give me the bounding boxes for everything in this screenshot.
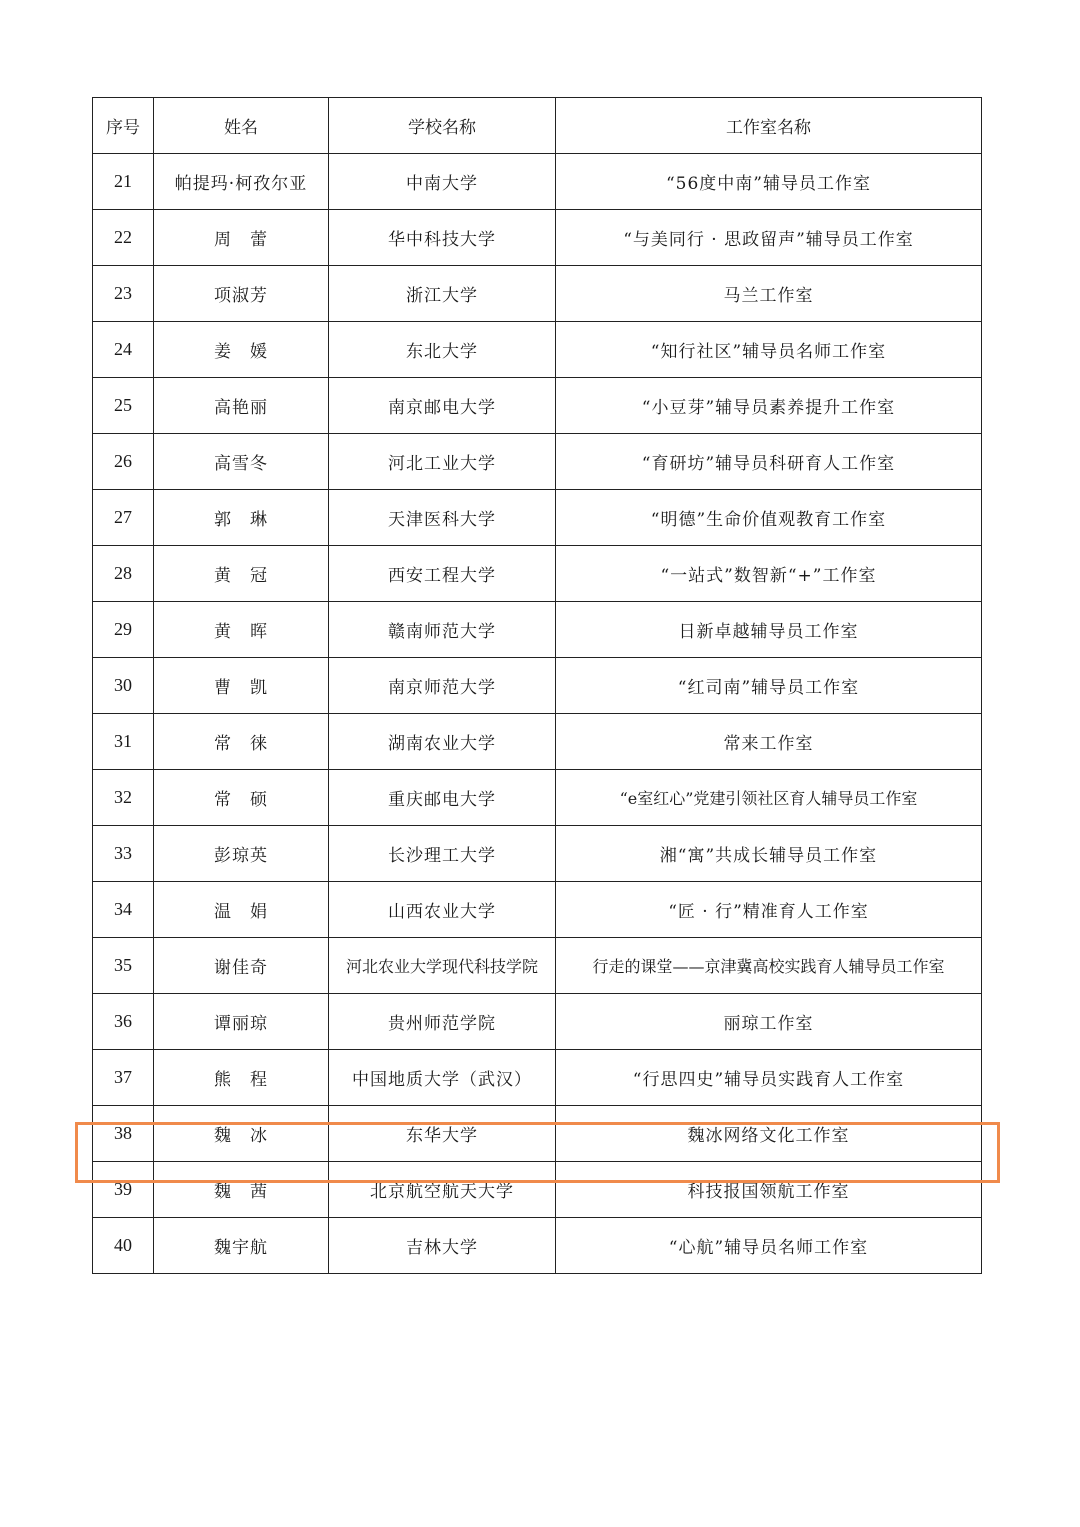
cell-name: 高雪冬 bbox=[154, 434, 329, 490]
cell-no: 23 bbox=[93, 266, 154, 322]
cell-school: 贵州师范学院 bbox=[329, 994, 556, 1050]
cell-studio: “与美同行 · 思政留声”辅导员工作室 bbox=[556, 210, 982, 266]
cell-name: 常 徕 bbox=[154, 714, 329, 770]
cell-no: 33 bbox=[93, 826, 154, 882]
cell-name: 熊 程 bbox=[154, 1050, 329, 1106]
table-row bbox=[93, 882, 982, 938]
cell-studio: 行走的课堂——京津冀高校实践育人辅导员工作室 bbox=[556, 938, 982, 994]
cell-no: 31 bbox=[93, 714, 154, 770]
cell-no: 37 bbox=[93, 1050, 154, 1106]
table-row bbox=[93, 154, 982, 210]
table-row bbox=[93, 770, 982, 826]
table-row bbox=[93, 938, 982, 994]
cell-school: 吉林大学 bbox=[329, 1218, 556, 1274]
cell-no: 32 bbox=[93, 770, 154, 826]
cell-studio: “行思四史”辅导员实践育人工作室 bbox=[556, 1050, 982, 1106]
table-row bbox=[93, 322, 982, 378]
cell-no: 30 bbox=[93, 658, 154, 714]
cell-studio: 马兰工作室 bbox=[556, 266, 982, 322]
cell-studio: “明德”生命价值观教育工作室 bbox=[556, 490, 982, 546]
cell-name: 帕提玛·柯孜尔亚 bbox=[154, 154, 329, 210]
cell-no: 21 bbox=[93, 154, 154, 210]
cell-name: 姜 媛 bbox=[154, 322, 329, 378]
studio-list-table bbox=[92, 97, 982, 1274]
header-name: 姓名 bbox=[154, 98, 329, 154]
header-no: 序号 bbox=[93, 98, 154, 154]
cell-studio: 常来工作室 bbox=[556, 714, 982, 770]
table-row bbox=[93, 1162, 982, 1218]
cell-no: 38 bbox=[93, 1106, 154, 1162]
table-row bbox=[93, 490, 982, 546]
table-row-highlighted bbox=[93, 1106, 982, 1162]
cell-school: 天津医科大学 bbox=[329, 490, 556, 546]
cell-no: 25 bbox=[93, 378, 154, 434]
cell-name: 谢佳奇 bbox=[154, 938, 329, 994]
cell-name: 黄 晖 bbox=[154, 602, 329, 658]
cell-school: 东北大学 bbox=[329, 322, 556, 378]
cell-name: 彭琼英 bbox=[154, 826, 329, 882]
cell-school: 东华大学 bbox=[329, 1106, 556, 1162]
cell-school: 西安工程大学 bbox=[329, 546, 556, 602]
cell-name: 郭 琳 bbox=[154, 490, 329, 546]
cell-school: 北京航空航天大学 bbox=[329, 1162, 556, 1218]
header-studio: 工作室名称 bbox=[556, 98, 982, 154]
table-row bbox=[93, 1050, 982, 1106]
cell-school: 河北农业大学现代科技学院 bbox=[329, 938, 556, 994]
table-row bbox=[93, 602, 982, 658]
cell-no: 34 bbox=[93, 882, 154, 938]
table-row bbox=[93, 378, 982, 434]
cell-school: 中国地质大学（武汉） bbox=[329, 1050, 556, 1106]
cell-no: 27 bbox=[93, 490, 154, 546]
cell-studio: 丽琼工作室 bbox=[556, 994, 982, 1050]
cell-school: 南京邮电大学 bbox=[329, 378, 556, 434]
cell-name: 谭丽琼 bbox=[154, 994, 329, 1050]
table-row bbox=[93, 266, 982, 322]
cell-name: 项淑芳 bbox=[154, 266, 329, 322]
cell-studio: “56度中南”辅导员工作室 bbox=[556, 154, 982, 210]
cell-name: 曹 凯 bbox=[154, 658, 329, 714]
table-row bbox=[93, 658, 982, 714]
cell-studio: 科技报国领航工作室 bbox=[556, 1162, 982, 1218]
cell-school: 赣南师范大学 bbox=[329, 602, 556, 658]
cell-name: 魏 冰 bbox=[154, 1106, 329, 1162]
cell-no: 35 bbox=[93, 938, 154, 994]
header-school: 学校名称 bbox=[329, 98, 556, 154]
cell-studio: “匠 · 行”精准育人工作室 bbox=[556, 882, 982, 938]
table-row bbox=[93, 1218, 982, 1274]
cell-name: 常 硕 bbox=[154, 770, 329, 826]
cell-studio: 湘“寓”共成长辅导员工作室 bbox=[556, 826, 982, 882]
cell-school: 湖南农业大学 bbox=[329, 714, 556, 770]
cell-no: 22 bbox=[93, 210, 154, 266]
table-header-row bbox=[93, 98, 982, 154]
cell-studio: “知行社区”辅导员名师工作室 bbox=[556, 322, 982, 378]
cell-no: 28 bbox=[93, 546, 154, 602]
cell-name: 魏宇航 bbox=[154, 1218, 329, 1274]
cell-name: 魏 茜 bbox=[154, 1162, 329, 1218]
cell-studio: “小豆芽”辅导员素养提升工作室 bbox=[556, 378, 982, 434]
cell-no: 39 bbox=[93, 1162, 154, 1218]
cell-no: 40 bbox=[93, 1218, 154, 1274]
cell-school: 浙江大学 bbox=[329, 266, 556, 322]
cell-school: 长沙理工大学 bbox=[329, 826, 556, 882]
cell-studio: “心航”辅导员名师工作室 bbox=[556, 1218, 982, 1274]
cell-school: 中南大学 bbox=[329, 154, 556, 210]
cell-studio: “一站式”数智新“+”工作室 bbox=[556, 546, 982, 602]
table-row bbox=[93, 210, 982, 266]
cell-no: 29 bbox=[93, 602, 154, 658]
cell-school: 重庆邮电大学 bbox=[329, 770, 556, 826]
cell-name: 温 娟 bbox=[154, 882, 329, 938]
cell-no: 36 bbox=[93, 994, 154, 1050]
cell-studio: “e室红心”党建引领社区育人辅导员工作室 bbox=[556, 770, 982, 826]
table-row bbox=[93, 714, 982, 770]
table-row bbox=[93, 546, 982, 602]
cell-studio: “育研坊”辅导员科研育人工作室 bbox=[556, 434, 982, 490]
cell-studio: 魏冰网络文化工作室 bbox=[556, 1106, 982, 1162]
cell-school: 南京师范大学 bbox=[329, 658, 556, 714]
cell-no: 24 bbox=[93, 322, 154, 378]
table-row bbox=[93, 994, 982, 1050]
cell-no: 26 bbox=[93, 434, 154, 490]
cell-name: 高艳丽 bbox=[154, 378, 329, 434]
table-row bbox=[93, 434, 982, 490]
cell-name: 周 蕾 bbox=[154, 210, 329, 266]
cell-school: 华中科技大学 bbox=[329, 210, 556, 266]
cell-school: 河北工业大学 bbox=[329, 434, 556, 490]
table-row bbox=[93, 826, 982, 882]
cell-name: 黄 冠 bbox=[154, 546, 329, 602]
cell-studio: 日新卓越辅导员工作室 bbox=[556, 602, 982, 658]
cell-school: 山西农业大学 bbox=[329, 882, 556, 938]
cell-studio: “红司南”辅导员工作室 bbox=[556, 658, 982, 714]
